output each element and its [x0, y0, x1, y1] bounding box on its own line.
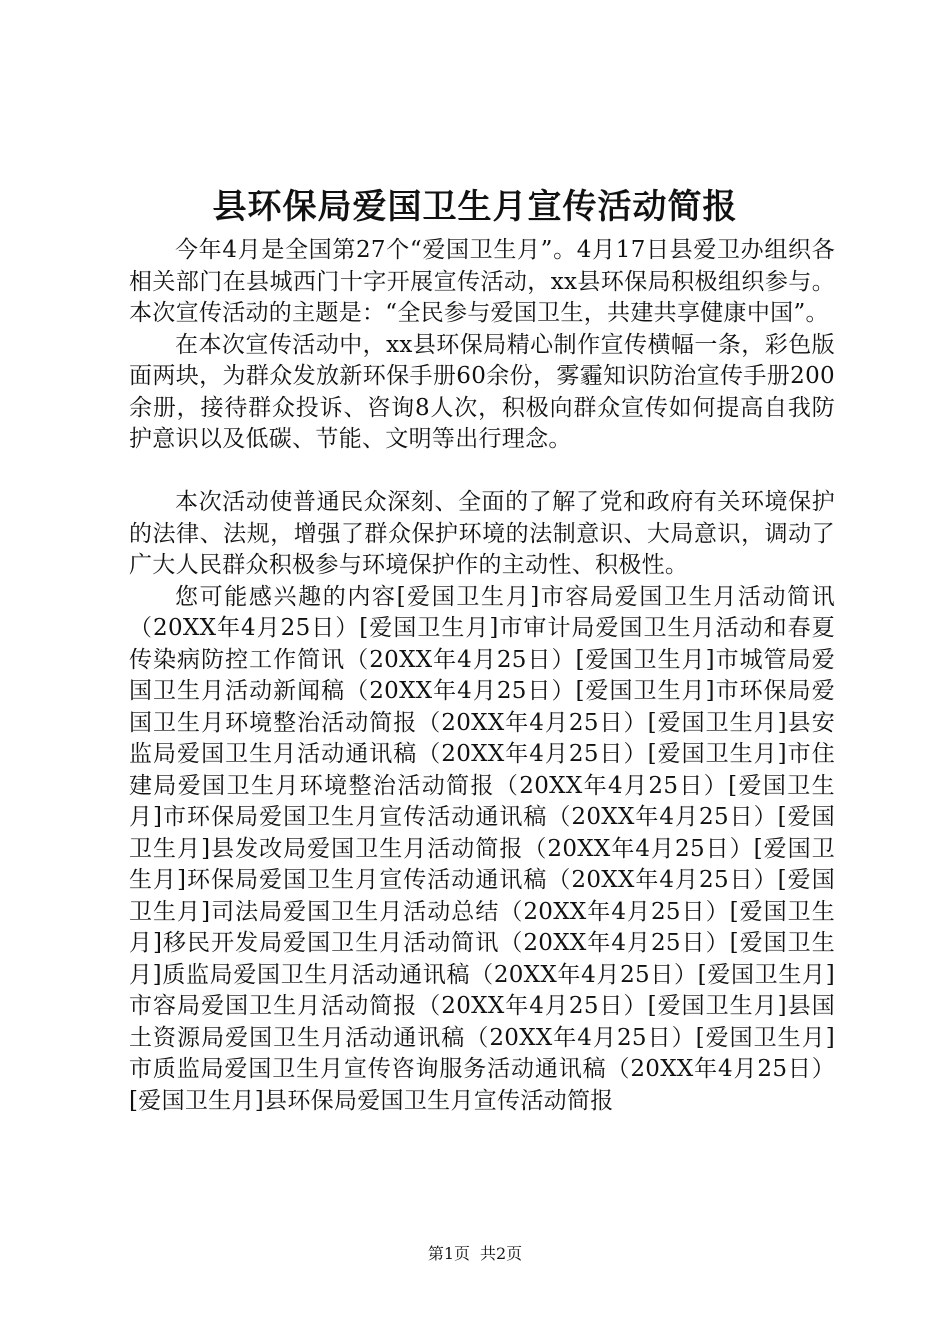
paragraph-spacer [129, 456, 835, 488]
page-number-total: 共2页 [480, 1244, 523, 1263]
paragraph-intro: 今年4月是全国第27个“爱国卫生月”。4月17日县爱卫办组织各相关部门在县城西门十字开展宣传活动，xx县环保局积极组织参与。本次宣传活动的主题是：“全民参与爱国卫生，共建共享健康中国”。 [129, 237, 835, 326]
paragraph-related-content: 您可能感兴趣的内容[爱国卫生月]市容局爱国卫生月活动简讯（20XX年4月25日）[爱国卫生月]市审计局爱国卫生月活动和春夏传染病防控工作简讯（20XX年4月25日）[爱国卫生月]市城管局爱国卫生月活动新闻稿（20XX年4月25日）[爱国卫生月]市环保局爱国卫生月环境整治活动简报（20XX年4月25日）[爱国卫生月]县安监局爱国卫生月活动通讯稿（20XX年4月25日）[爱国卫生月]市住建局爱国卫生月环境整治活动简报（20XX年4月25日）[爱国卫生月]市环保局爱国卫生月宣传活动通讯稿（20XX年4月25日）[爱国卫生月]县发改局爱国卫生月活动简报（20XX年4月25日）[爱国卫生月]环保局爱国卫生月宣传活动通讯稿（20XX年4月25日）[爱国卫生月]司法局爱国卫生月活动总结（20XX年4月25日）[爱国卫生月]移民开发局爱国卫生月活动简讯（20XX年4月25日）[爱国卫生月]质监局爱国卫生月活动通讯稿（20XX年4月25日）[爱国卫生月]市容局爱国卫生月活动简报（20XX年4月25日）[爱国卫生月]县国土资源局爱国卫生月活动通讯稿（20XX年4月25日）[爱国卫生月]市质监局爱国卫生月宣传咨询服务活动通讯稿（20XX年4月25日）[爱国卫生月]县环保局爱国卫生月宣传活动简报 [129, 583, 835, 1114]
paragraph-impact: 本次活动使普通民众深刻、全面的了解了党和政府有关环境保护的法律、法规，增强了群众保护环境的法制意识、大局意识，调动了广大人民群众积极参与环境保护作的主动性、积极性。 [129, 489, 835, 578]
page-footer [0, 1244, 950, 1264]
document-body [129, 235, 835, 1117]
document-title: 县环保局爱国卫生月宣传活动简报 [212, 187, 738, 227]
page-number-current: 第1页 [427, 1244, 470, 1263]
paragraph-activities: 在本次宣传活动中，xx县环保局精心制作宣传横幅一条，彩色版面两块，为群众发放新环保手册60余份，雾霾知识防治宣传手册200余册，接待群众投诉、咨询8人次，积极向群众宣传如何提高自我防护意识以及低碳、节能、文明等出行理念。 [129, 331, 835, 452]
